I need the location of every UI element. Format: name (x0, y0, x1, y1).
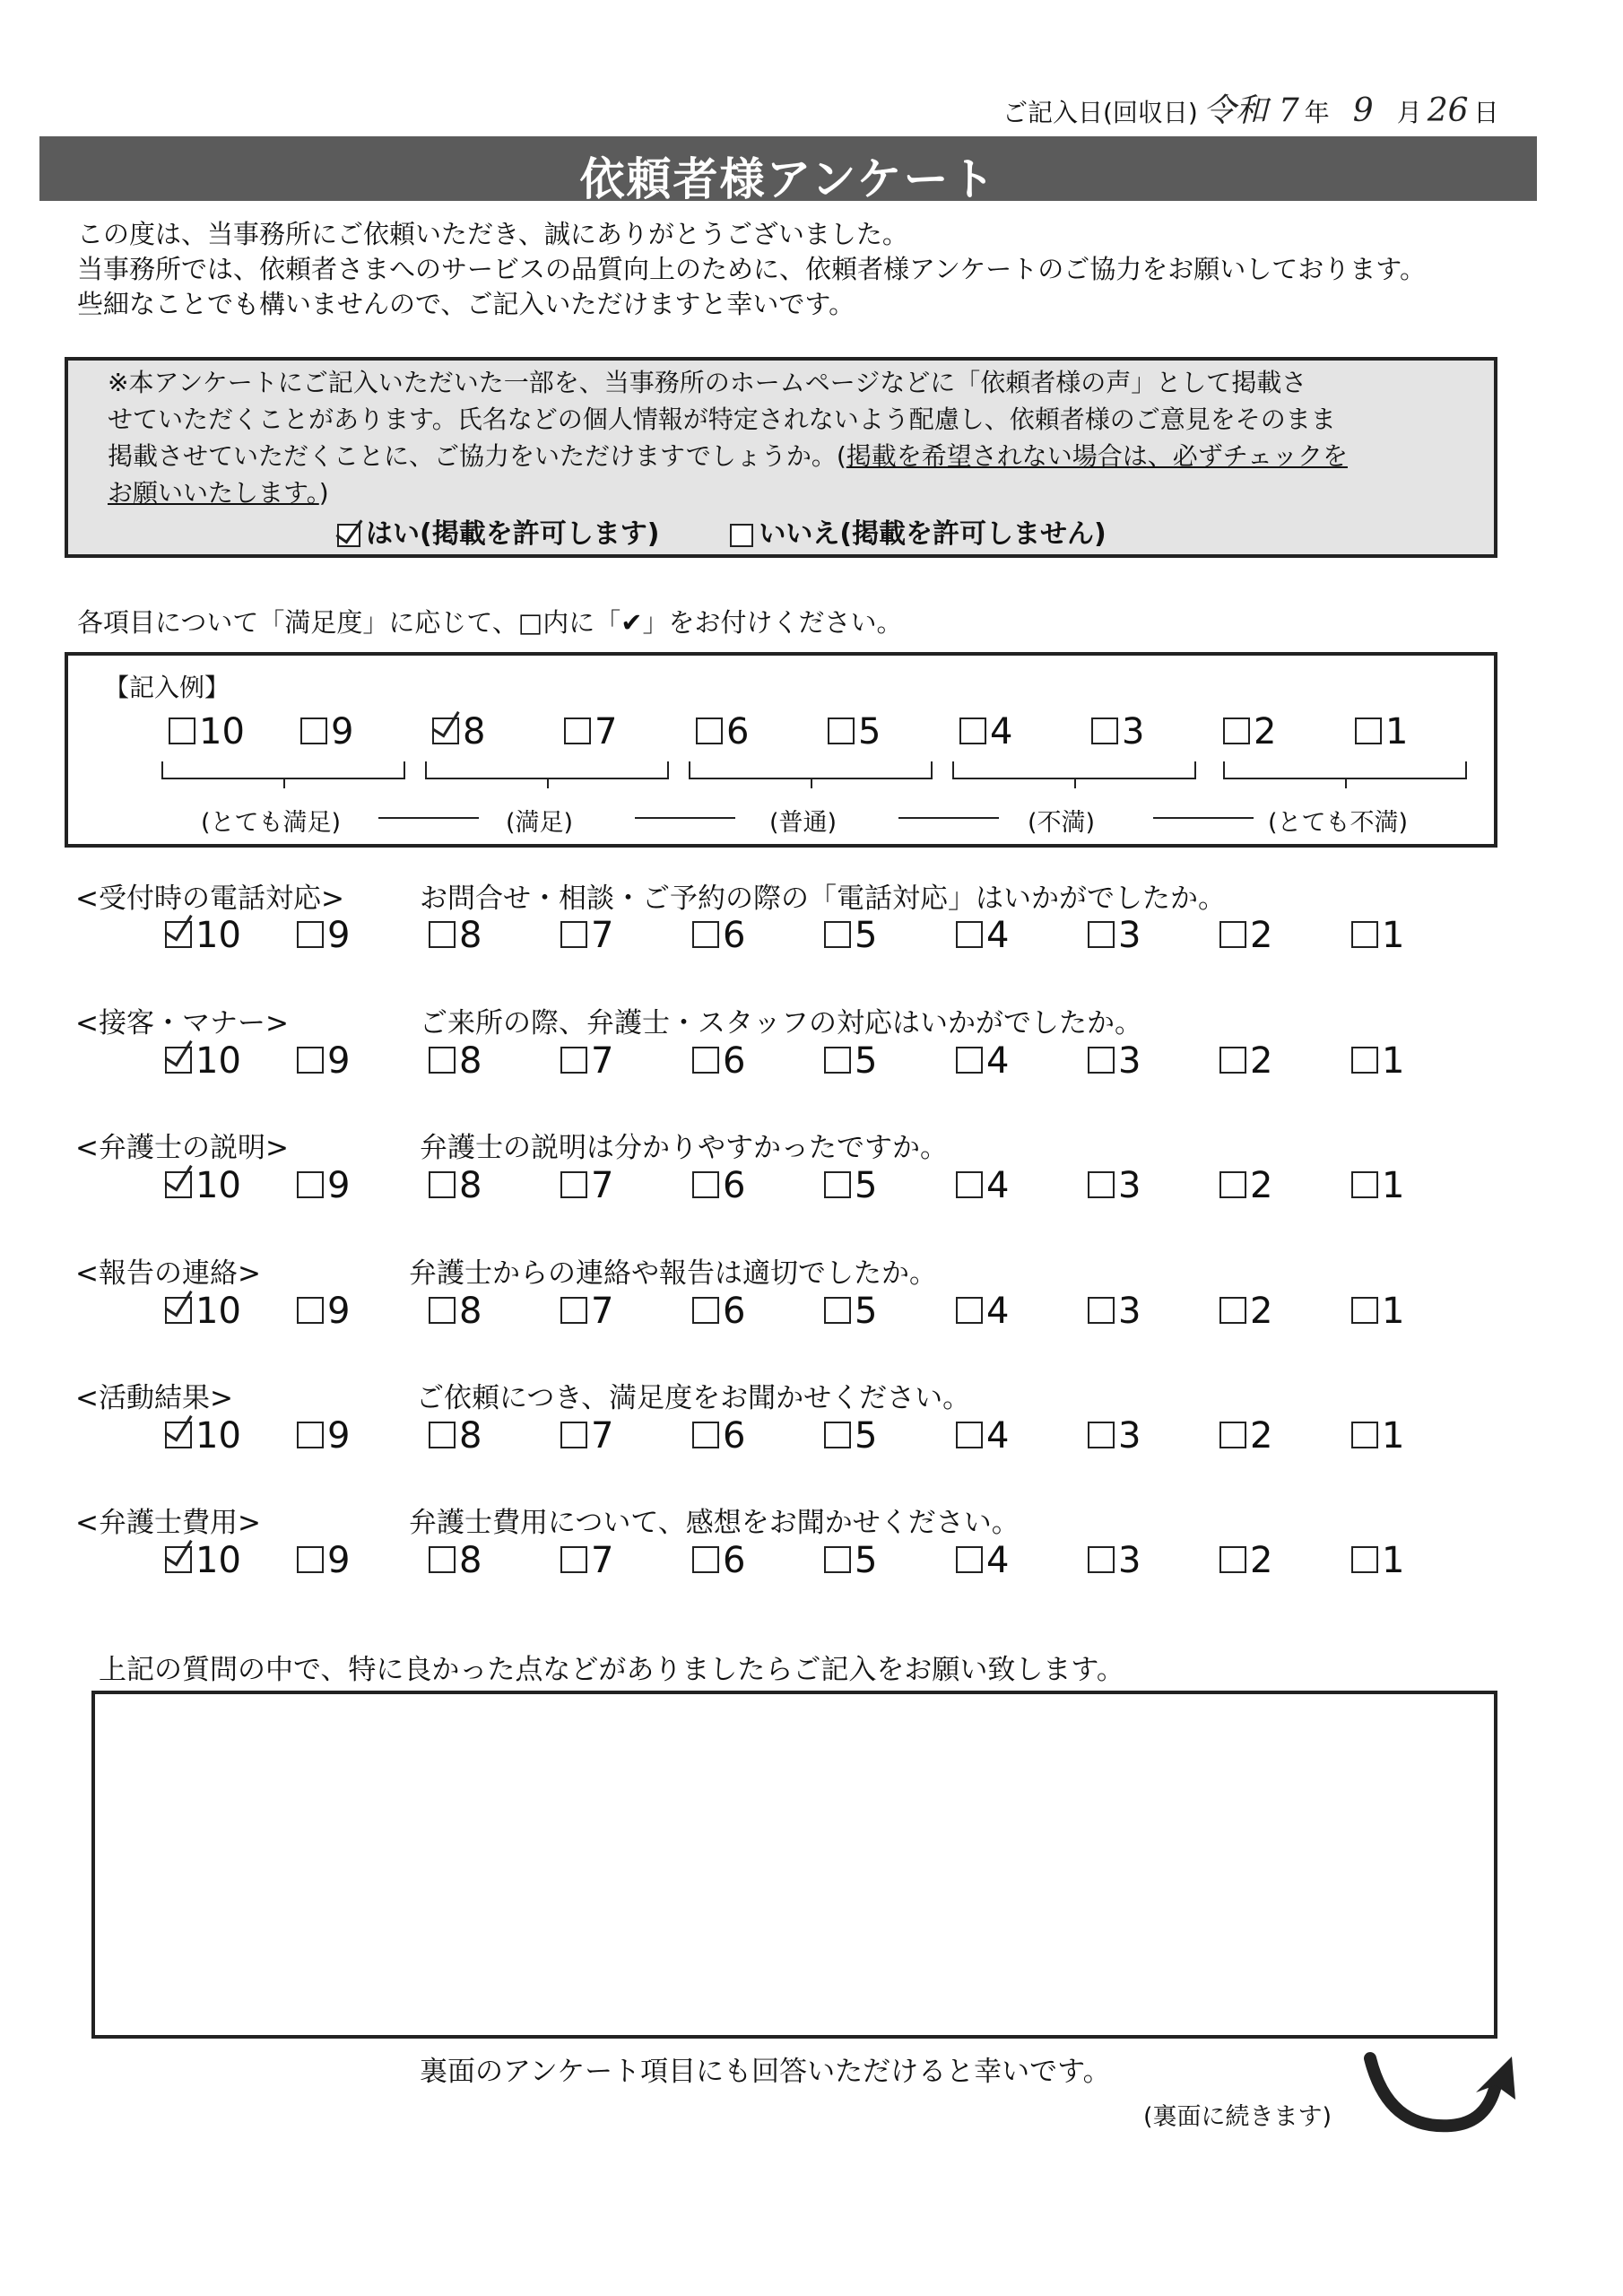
rating-checkbox[interactable] (165, 921, 192, 948)
consent-yes-label: はい(掲載を許可します) (366, 518, 660, 550)
example-option-1[interactable] (1355, 709, 1408, 754)
question-4-option-1[interactable] (1351, 1289, 1404, 1334)
date-year-suffix: 年 (1304, 98, 1330, 127)
rating-checkbox[interactable] (432, 718, 459, 744)
date-day[interactable]: 26 (1427, 92, 1469, 129)
brace-very-satisfied (161, 761, 405, 779)
rating-checkbox[interactable] (1219, 1171, 1246, 1198)
question-3-option-3[interactable] (1088, 1163, 1141, 1208)
rating-checkbox[interactable] (1088, 1047, 1115, 1074)
question-6-option-6[interactable] (692, 1538, 745, 1583)
rating-label: 3 (1118, 1291, 1141, 1332)
rating-label: 4 (990, 711, 1013, 752)
rating-label: 6 (726, 711, 750, 752)
example-option-6[interactable] (696, 709, 749, 754)
rating-label: 8 (459, 1540, 482, 1581)
instruction-text: 各項目について「満足度」に応じて、□内に「✔」をお付けください。 (77, 607, 903, 638)
question-6-option-8[interactable] (429, 1538, 482, 1583)
example-option-10[interactable] (169, 709, 245, 754)
rating-label: 10 (195, 1040, 241, 1082)
rating-checkbox[interactable] (1091, 718, 1118, 744)
question-1-option-6[interactable] (692, 913, 745, 958)
question-1-option-10[interactable] (165, 913, 241, 958)
question-3-option-5[interactable] (824, 1163, 877, 1208)
rating-checkbox[interactable] (1088, 1297, 1115, 1324)
rating-label: 7 (595, 711, 618, 752)
example-scale-row (169, 709, 1496, 754)
rating-label: 2 (1250, 915, 1273, 956)
example-option-2[interactable] (1223, 709, 1276, 754)
rating-checkbox[interactable] (959, 718, 986, 744)
rating-checkbox[interactable] (165, 1297, 192, 1324)
rating-label: 2 (1250, 1165, 1273, 1206)
consent-no-checkbox[interactable] (730, 524, 753, 547)
question-4-option-2[interactable] (1219, 1289, 1272, 1334)
consent-line-4 (108, 474, 1471, 511)
rating-checkbox[interactable] (560, 921, 587, 948)
rating-checkbox[interactable] (1355, 718, 1382, 744)
level-divider (1153, 817, 1254, 819)
rating-label: 10 (195, 1165, 241, 1206)
rating-checkbox[interactable] (1351, 1171, 1378, 1198)
rating-checkbox[interactable] (429, 1422, 456, 1448)
question-6-option-1[interactable] (1351, 1538, 1404, 1583)
rating-checkbox[interactable] (1088, 1422, 1115, 1448)
consent-line-4b: ) (318, 478, 329, 508)
rating-checkbox[interactable] (692, 921, 719, 948)
consent-yes-checkbox[interactable] (337, 524, 360, 547)
question-5-option-8[interactable] (429, 1413, 482, 1458)
question-2-option-9[interactable] (297, 1039, 350, 1083)
rating-checkbox[interactable] (564, 718, 591, 744)
question-3-option-7[interactable] (560, 1163, 613, 1208)
question-3-option-10[interactable] (165, 1163, 241, 1208)
consent-line-1: ※本アンケートにご記入いただいた一部を、当事務所のホームページなどに「依頼者様の声」として掲載さ (108, 368, 1307, 397)
question-4-option-10[interactable] (165, 1289, 241, 1334)
rating-label: 5 (855, 1540, 878, 1581)
question-text: ご来所の際、弁護士・スタッフの対応はいかがでしたか。 (420, 1007, 1142, 1039)
consent-note-underlined-2: お願いいたします。 (108, 478, 319, 508)
rating-checkbox[interactable] (1088, 1546, 1115, 1573)
rating-label: 1 (1382, 1415, 1405, 1457)
rating-label: 7 (591, 1165, 614, 1206)
rating-label: 5 (855, 1415, 878, 1457)
question-heading: <報告の連絡> (75, 1257, 261, 1290)
question-2-option-5[interactable] (824, 1039, 877, 1083)
rating-label: 6 (723, 1291, 746, 1332)
rating-checkbox[interactable] (429, 1297, 456, 1324)
rating-label: 5 (855, 1291, 878, 1332)
rating-label: 7 (591, 1040, 614, 1082)
rating-checkbox[interactable] (696, 718, 723, 744)
rating-label: 5 (855, 1040, 878, 1082)
rating-checkbox[interactable] (828, 718, 855, 744)
rating-label: 8 (459, 1040, 482, 1082)
question-5-option-9[interactable] (297, 1413, 350, 1458)
question-scale-row (165, 913, 1492, 958)
question-heading: <弁護士費用> (75, 1507, 261, 1539)
rating-label: 4 (986, 1540, 1010, 1581)
rating-checkbox[interactable] (429, 1171, 456, 1198)
rating-checkbox[interactable] (824, 1546, 851, 1573)
question-4-option-6[interactable] (692, 1289, 745, 1334)
question-6-option-3[interactable] (1088, 1538, 1141, 1583)
rating-label: 8 (463, 711, 486, 752)
question-2-option-8[interactable] (429, 1039, 482, 1083)
question-scale-row (165, 1413, 1492, 1458)
rating-label: 7 (591, 1540, 614, 1581)
question-2-option-4[interactable] (956, 1039, 1009, 1083)
rating-label: 2 (1250, 1040, 1273, 1082)
level-very-unsatisfied: (とても不満) (1268, 809, 1409, 837)
question-3-option-8[interactable] (429, 1163, 482, 1208)
rating-checkbox[interactable] (165, 1546, 192, 1573)
rating-checkbox[interactable] (560, 1297, 587, 1324)
brace-unsatisfied (952, 761, 1196, 779)
rating-label: 6 (723, 1040, 746, 1082)
rating-label: 2 (1250, 1291, 1273, 1332)
question-1-option-2[interactable] (1219, 913, 1272, 958)
question-2-option-10[interactable] (165, 1039, 241, 1083)
rating-checkbox[interactable] (824, 1422, 851, 1448)
level-divider (898, 817, 999, 819)
rating-label: 7 (591, 1291, 614, 1332)
question-2-option-3[interactable] (1088, 1039, 1141, 1083)
consent-no-label: いいえ(掲載を許可しません) (759, 518, 1107, 550)
question-6-option-9[interactable] (297, 1538, 350, 1583)
rating-checkbox[interactable] (824, 921, 851, 948)
question-4-option-9[interactable] (297, 1289, 350, 1334)
rating-label: 4 (986, 915, 1010, 956)
question-text: 弁護士の説明は分かりやすかったですか。 (420, 1132, 948, 1164)
consent-box (65, 357, 1497, 558)
level-very-satisfied: (とても満足) (201, 809, 342, 837)
question-2-option-1[interactable] (1351, 1039, 1404, 1083)
question-5-option-1[interactable] (1351, 1413, 1404, 1458)
rating-label: 9 (327, 1040, 351, 1082)
question-5-option-7[interactable] (560, 1413, 613, 1458)
intro-text (77, 217, 1426, 322)
rating-label: 3 (1118, 915, 1141, 956)
rating-checkbox[interactable] (1223, 718, 1250, 744)
rating-checkbox[interactable] (297, 1171, 324, 1198)
example-option-4[interactable] (959, 709, 1012, 754)
rating-checkbox[interactable] (1219, 1546, 1246, 1573)
rating-checkbox[interactable] (956, 921, 983, 948)
rating-label: 1 (1382, 1165, 1405, 1206)
question-6-option-2[interactable] (1219, 1538, 1272, 1583)
intro-line-1: この度は、当事務所にご依頼いただき、誠にありがとうございました。 (77, 219, 908, 249)
brace-satisfied (425, 761, 669, 779)
rating-label: 1 (1385, 711, 1409, 752)
rating-checkbox[interactable] (956, 1297, 983, 1324)
rating-label: 4 (986, 1415, 1010, 1457)
footer-note: 裏面のアンケート項目にも回答いただけると幸いです。 (420, 2056, 1111, 2088)
rating-label: 9 (327, 915, 351, 956)
question-1-option-8[interactable] (429, 913, 482, 958)
rating-checkbox[interactable] (429, 1047, 456, 1074)
consent-note-underlined: 掲載を希望されない場合は、必ずチェックを (846, 441, 1348, 471)
rating-checkbox[interactable] (297, 1297, 324, 1324)
date-line (1002, 85, 1499, 131)
rating-label: 10 (195, 1291, 241, 1332)
title-banner (39, 136, 1537, 205)
question-1-option-4[interactable] (956, 913, 1009, 958)
question-5-option-4[interactable] (956, 1413, 1009, 1458)
rating-label: 5 (858, 711, 881, 752)
rating-label: 10 (195, 1415, 241, 1457)
rating-label: 6 (723, 1540, 746, 1581)
rating-label: 1 (1382, 1291, 1405, 1332)
rating-checkbox[interactable] (692, 1171, 719, 1198)
rating-checkbox[interactable] (429, 921, 456, 948)
rating-checkbox[interactable] (956, 1047, 983, 1074)
level-divider (635, 817, 735, 819)
question-5-option-10[interactable] (165, 1413, 241, 1458)
question-scale-row (165, 1039, 1492, 1083)
example-option-8[interactable] (432, 709, 485, 754)
rating-label: 9 (327, 1415, 351, 1457)
question-5-option-5[interactable] (824, 1413, 877, 1458)
question-heading: <弁護士の説明> (75, 1132, 289, 1164)
rating-checkbox[interactable] (300, 718, 327, 744)
rating-checkbox[interactable] (1351, 1422, 1378, 1448)
question-2-option-6[interactable] (692, 1039, 745, 1083)
brace-very-unsatisfied (1223, 761, 1467, 779)
rating-label: 2 (1254, 711, 1277, 752)
level-divider (378, 817, 479, 819)
rating-checkbox[interactable] (1219, 1047, 1246, 1074)
rating-label: 6 (723, 1165, 746, 1206)
question-1-option-1[interactable] (1351, 913, 1404, 958)
date-month[interactable]: 9 (1352, 92, 1374, 129)
rating-checkbox[interactable] (1351, 921, 1378, 948)
rating-checkbox[interactable] (1351, 1047, 1378, 1074)
rating-label: 5 (855, 915, 878, 956)
rating-checkbox[interactable] (429, 1546, 456, 1573)
question-4-option-3[interactable] (1088, 1289, 1141, 1334)
rating-label: 10 (199, 711, 245, 752)
question-heading: <受付時の電話対応> (75, 883, 344, 915)
question-1-option-9[interactable] (297, 913, 350, 958)
comment-textarea[interactable] (91, 1691, 1497, 2039)
rating-label: 1 (1382, 1040, 1405, 1082)
question-scale-row (165, 1538, 1492, 1583)
question-4-option-4[interactable] (956, 1289, 1009, 1334)
level-unsatisfied: (不満) (1028, 809, 1096, 837)
question-4-option-8[interactable] (429, 1289, 482, 1334)
level-satisfied: (満足) (506, 809, 574, 837)
consent-text (108, 364, 1471, 511)
question-5-option-6[interactable] (692, 1413, 745, 1458)
turn-page-arrow-icon (1361, 2040, 1523, 2139)
question-text: お問合せ・相談・ご予約の際の「電話対応」はいかがでしたか。 (420, 883, 1226, 915)
rating-checkbox[interactable] (824, 1047, 851, 1074)
question-3-option-6[interactable] (692, 1163, 745, 1208)
rating-checkbox[interactable] (560, 1047, 587, 1074)
question-6-option-4[interactable] (956, 1538, 1009, 1583)
question-1-option-5[interactable] (824, 913, 877, 958)
question-1-option-7[interactable] (560, 913, 613, 958)
question-text: ご依頼につき、満足度をお聞かせください。 (416, 1382, 971, 1414)
question-3-option-2[interactable] (1219, 1163, 1272, 1208)
page-title: 依頼者様アンケート (579, 153, 997, 205)
rating-checkbox[interactable] (560, 1171, 587, 1198)
intro-line-2: 当事務所では、依頼者さまへのサービスの品質向上のために、依頼者様アンケートのご協力をお願いしております。 (77, 254, 1426, 284)
rating-checkbox[interactable] (297, 921, 324, 948)
date-day-suffix: 日 (1473, 98, 1499, 127)
continue-note: (裏面に続きます) (1143, 2103, 1332, 2131)
rating-label: 1 (1382, 1540, 1405, 1581)
intro-line-3: 些細なことでも構いませんので、ご記入いただけますと幸いです。 (77, 289, 855, 319)
rating-checkbox[interactable] (1088, 1171, 1115, 1198)
rating-label: 2 (1250, 1415, 1273, 1457)
rating-checkbox[interactable] (824, 1297, 851, 1324)
rating-label: 8 (459, 915, 482, 956)
consent-line-3a: 掲載させていただくことに、ご協力をいただけますでしょうか。( (108, 441, 846, 471)
rating-label: 7 (591, 1415, 614, 1457)
rating-checkbox[interactable] (956, 1422, 983, 1448)
example-heading: 【記入例】 (104, 673, 230, 702)
rating-checkbox[interactable] (692, 1422, 719, 1448)
consent-line-2: せていただくことがあります。氏名などの個人情報が特定されないよう配慮し、依頼者様のご意見をそのまま (108, 404, 1336, 434)
rating-label: 10 (195, 1540, 241, 1581)
rating-checkbox[interactable] (692, 1546, 719, 1573)
question-6-option-5[interactable] (824, 1538, 877, 1583)
rating-label: 3 (1122, 711, 1145, 752)
level-neutral: (普通) (769, 809, 838, 837)
brace-neutral (689, 761, 933, 779)
rating-checkbox[interactable] (956, 1546, 983, 1573)
question-heading: <接客・マナー> (75, 1007, 289, 1039)
date-year[interactable]: 7 (1278, 92, 1299, 129)
question-1-option-3[interactable] (1088, 913, 1141, 958)
rating-label: 3 (1118, 1540, 1141, 1581)
rating-label: 8 (459, 1291, 482, 1332)
question-scale-row (165, 1163, 1492, 1208)
rating-label: 7 (591, 915, 614, 956)
example-option-3[interactable] (1091, 709, 1144, 754)
rating-checkbox[interactable] (1088, 921, 1115, 948)
rating-label: 4 (986, 1291, 1010, 1332)
question-5-option-3[interactable] (1088, 1413, 1141, 1458)
question-text: 弁護士費用について、感想をお聞かせください。 (409, 1507, 1020, 1539)
rating-checkbox[interactable] (1219, 921, 1246, 948)
comment-prompt: 上記の質問の中で、特に良かった点などがありましたらご記入をお願い致します。 (99, 1654, 1124, 1686)
consent-options (337, 511, 1107, 551)
rating-label: 1 (1382, 915, 1405, 956)
rating-checkbox[interactable] (297, 1047, 324, 1074)
question-5-option-2[interactable] (1219, 1413, 1272, 1458)
rating-checkbox[interactable] (956, 1171, 983, 1198)
question-3-option-1[interactable] (1351, 1163, 1404, 1208)
rating-checkbox[interactable] (165, 1047, 192, 1074)
rating-label: 9 (331, 711, 354, 752)
question-6-option-10[interactable] (165, 1538, 241, 1583)
question-4-option-5[interactable] (824, 1289, 877, 1334)
rating-label: 6 (723, 1415, 746, 1457)
rating-label: 8 (459, 1415, 482, 1457)
rating-checkbox[interactable] (1351, 1297, 1378, 1324)
example-option-5[interactable] (828, 709, 881, 754)
rating-label: 2 (1250, 1540, 1273, 1581)
rating-label: 5 (855, 1165, 878, 1206)
question-text: 弁護士からの連絡や報告は適切でしたか。 (409, 1257, 937, 1290)
rating-checkbox[interactable] (165, 1171, 192, 1198)
rating-checkbox[interactable] (165, 1422, 192, 1448)
rating-checkbox[interactable] (297, 1422, 324, 1448)
rating-checkbox[interactable] (297, 1546, 324, 1573)
rating-checkbox[interactable] (1219, 1297, 1246, 1324)
rating-label: 4 (986, 1040, 1010, 1082)
consent-line-3 (108, 438, 1471, 474)
date-label: ご記入日(回収日) (1002, 98, 1198, 127)
date-month-suffix: 月 (1396, 98, 1422, 127)
question-scale-row (165, 1289, 1492, 1334)
date-era[interactable]: 令和 (1202, 92, 1268, 129)
rating-checkbox[interactable] (1351, 1546, 1378, 1573)
example-option-9[interactable] (300, 709, 353, 754)
rating-checkbox[interactable] (560, 1546, 587, 1573)
question-2-option-2[interactable] (1219, 1039, 1272, 1083)
question-2-option-7[interactable] (560, 1039, 613, 1083)
rating-checkbox[interactable] (692, 1047, 719, 1074)
rating-label: 8 (459, 1165, 482, 1206)
rating-checkbox[interactable] (692, 1297, 719, 1324)
rating-label: 4 (986, 1165, 1010, 1206)
question-6-option-7[interactable] (560, 1538, 613, 1583)
rating-label: 3 (1118, 1415, 1141, 1457)
rating-checkbox[interactable] (824, 1171, 851, 1198)
rating-label: 9 (327, 1291, 351, 1332)
rating-checkbox[interactable] (1219, 1422, 1246, 1448)
rating-checkbox[interactable] (560, 1422, 587, 1448)
rating-label: 3 (1118, 1165, 1141, 1206)
question-heading: <活動結果> (75, 1382, 233, 1414)
rating-label: 9 (327, 1540, 351, 1581)
example-option-7[interactable] (564, 709, 617, 754)
example-box (65, 652, 1497, 848)
question-3-option-4[interactable] (956, 1163, 1009, 1208)
rating-label: 3 (1118, 1040, 1141, 1082)
question-3-option-9[interactable] (297, 1163, 350, 1208)
rating-checkbox[interactable] (169, 718, 195, 744)
rating-label: 9 (327, 1165, 351, 1206)
question-4-option-7[interactable] (560, 1289, 613, 1334)
rating-label: 6 (723, 915, 746, 956)
rating-label: 10 (195, 915, 241, 956)
